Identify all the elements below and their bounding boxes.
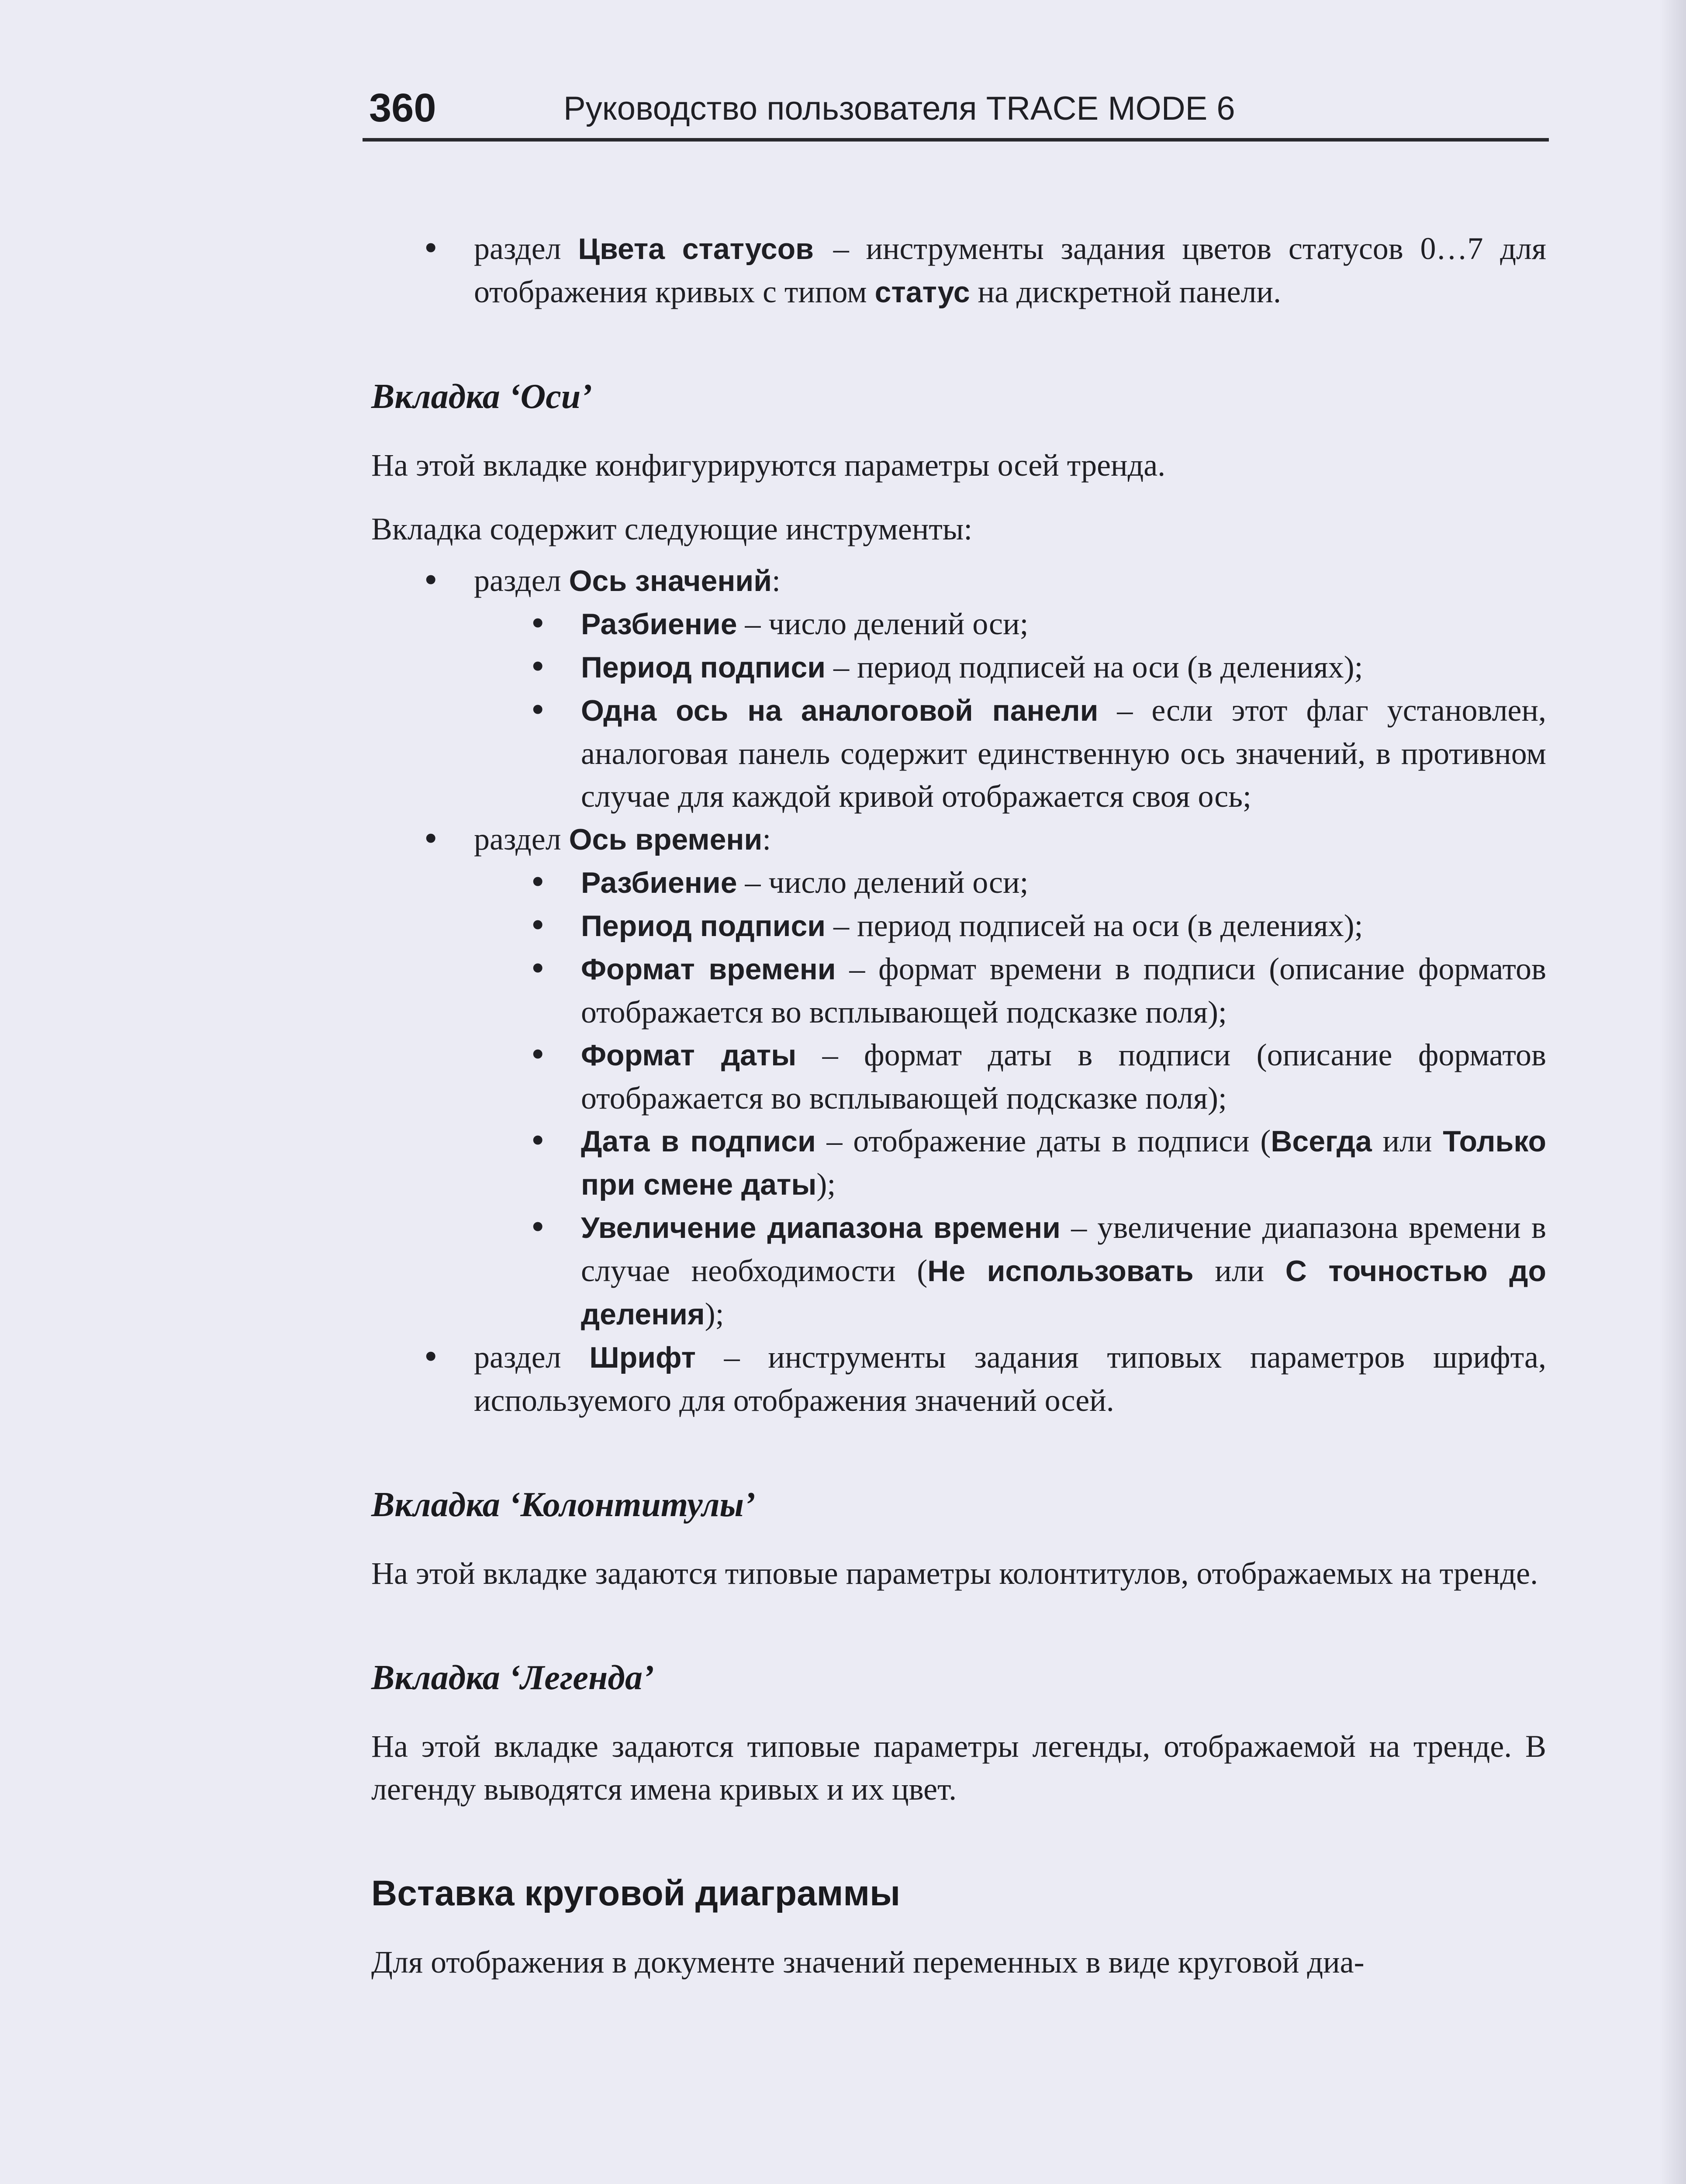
term-label-period: Период подписи: [581, 909, 826, 943]
term-value-axis: Ось значений: [569, 564, 772, 598]
item-text: на дискретной панели.: [970, 274, 1282, 309]
item-prefix: раздел: [474, 822, 561, 857]
option-always: Всегда: [1271, 1125, 1372, 1158]
axes-intro: На этой вкладке конфигурируются параметры осей тренда.: [371, 448, 1166, 483]
page-content: [371, 227, 1546, 1984]
list-item-time-split: [371, 861, 1546, 904]
option-do-not-use: Не использовать: [927, 1254, 1194, 1288]
item-text: – период подписей на оси (в делениях);: [826, 908, 1363, 943]
item-text: – увеличение диапазона времени в случае необходимости (: [581, 1210, 1546, 1288]
term-status: статус: [874, 276, 970, 309]
list-item-date-in-label: [371, 1120, 1546, 1206]
heading-axes-tab: Вкладка ‘Оси’: [371, 377, 592, 416]
term-label-period: Период подписи: [581, 651, 826, 684]
heading-legend-tab: Вкладка ‘Легенда’: [371, 1659, 654, 1697]
item-text: );: [705, 1296, 724, 1331]
item-text: – формат времени в подписи (описание форматов отображается во всплывающей подсказке поля);: [581, 951, 1546, 1030]
list-item-date-format: [371, 1033, 1546, 1120]
item-text: – формат даты в подписи (описание форматов отображается во всплывающей подсказке поля);: [581, 1037, 1546, 1116]
value-axis-sublist: [474, 602, 1546, 818]
term-split: Разбиение: [581, 608, 737, 641]
item-text: – если этот флаг установлен, аналоговая панель содержит единственную ось значений, в противном случае для каждой кривой отображается своя ось;: [581, 693, 1546, 814]
list-item-time-range-increase: [371, 1206, 1546, 1336]
footers-text: На этой вкладке задаются типовые параметры колонтитулов, отображаемых на тренде.: [371, 1556, 1538, 1591]
item-text: – отображение даты в подписи (: [815, 1123, 1271, 1158]
heading-pie-chart: Вставка круговой диаграммы: [371, 1873, 901, 1913]
list-item-value-split: [371, 602, 1546, 646]
list-item-time-format: [371, 947, 1546, 1033]
option-on-date-change: Только при смене даты: [581, 1125, 1547, 1201]
item-text: – инструменты задания типовых параметров шрифта, используемого для отображения значений осей.: [474, 1340, 1546, 1418]
item-text: – число делений оси;: [737, 606, 1029, 641]
term-split: Разбиение: [581, 866, 737, 899]
page-header: [363, 74, 1549, 142]
status-colors-list: [371, 227, 1546, 314]
heading-footers-tab: Вкладка ‘Колонтитулы’: [371, 1486, 756, 1524]
item-text: – число делений оси;: [737, 865, 1029, 900]
term-status-colors: Цвета статусов: [578, 232, 814, 266]
list-item-time-axis: [371, 818, 1546, 1336]
term-date-format: Формат даты: [581, 1039, 797, 1072]
item-text: или: [1193, 1253, 1285, 1288]
term-time-axis: Ось времени: [569, 823, 763, 856]
item-text: – период подписей на оси (в делениях);: [826, 650, 1363, 684]
axes-tools-list: [371, 559, 1546, 1422]
time-axis-sublist: [474, 861, 1546, 1336]
term-time-format: Формат времени: [581, 953, 836, 986]
list-item-time-label-period: [371, 904, 1546, 947]
term-time-range-increase: Увеличение диапазона времени: [581, 1211, 1061, 1244]
list-item-status-colors: [371, 227, 1546, 314]
item-prefix: раздел: [474, 1340, 561, 1375]
item-text: );: [816, 1167, 836, 1202]
list-item-single-axis: [371, 689, 1546, 818]
option-division-precision: С точностью до деления: [581, 1254, 1546, 1331]
running-title: Руководство пользователя TRACE MODE 6: [563, 90, 1235, 127]
item-text: – инструменты задания цветов статусов 0…7 для отображения кривых с типом: [474, 231, 1547, 309]
page-number: 360: [369, 86, 436, 130]
item-prefix: раздел: [474, 231, 561, 266]
item-prefix: раздел: [474, 563, 561, 598]
page-edge-shadow: [1660, 0, 1686, 2184]
list-item-value-axis: [371, 559, 1546, 818]
term-date-in-label: Дата в подписи: [581, 1125, 816, 1158]
list-item-font: [371, 1336, 1546, 1422]
item-suffix: :: [772, 563, 781, 598]
list-item-value-label-period: [371, 646, 1546, 689]
term-font: Шрифт: [589, 1341, 696, 1374]
term-single-axis: Одна ось на аналоговой панели: [581, 694, 1099, 727]
legend-text: На этой вкладке задаются типовые параметры легенды, отображаемой на тренде. В легенду выводятся имена кривых и их цвет.: [371, 1729, 1546, 1807]
item-suffix: :: [762, 822, 771, 857]
axes-tools-intro: Вкладка содержит следующие инструменты:: [371, 511, 973, 546]
item-text: или: [1372, 1123, 1443, 1158]
pie-chart-text: Для отображения в документе значений переменных в виде круговой диа-: [371, 1945, 1365, 1980]
